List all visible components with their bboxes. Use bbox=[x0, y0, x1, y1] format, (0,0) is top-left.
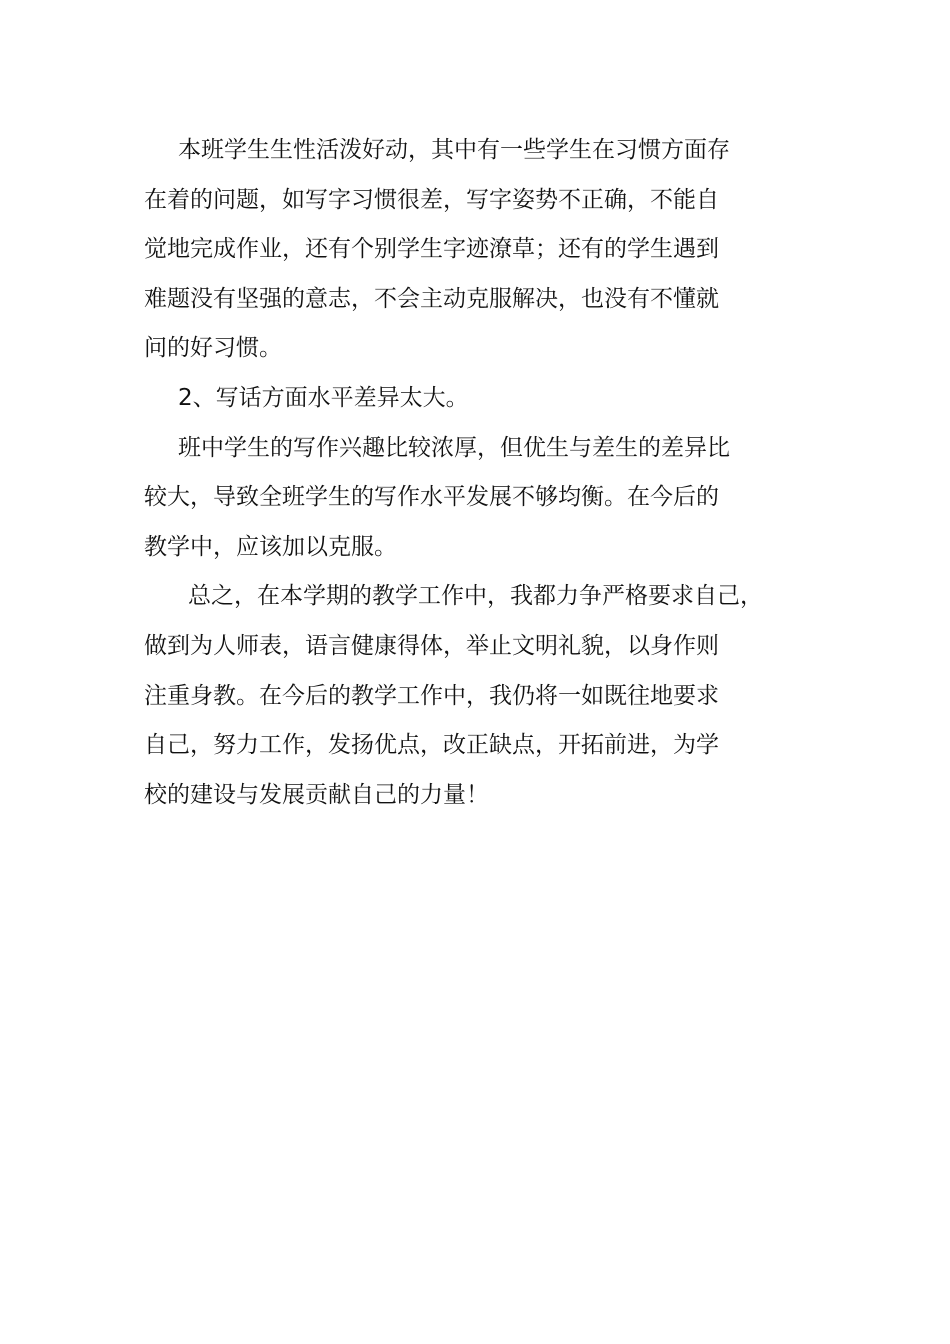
text-line: 自己，努力工作，发扬优点，改正缺点，开拓前进，为学 bbox=[144, 732, 719, 759]
text-line: 本班学生生性活泼好动，其中有一些学生在习惯方面存 bbox=[178, 137, 730, 163]
document-body bbox=[144, 126, 844, 820]
text-line: 教学中，应该加以克服。 bbox=[144, 533, 397, 560]
text-line: 在着的问题，如写字习惯很差，写字姿势不正确，不能自 bbox=[144, 186, 719, 213]
paragraph-heading-writing bbox=[144, 374, 844, 424]
text-line: 总之，在本学期的教学工作中，我都力争严格要求自己， bbox=[188, 583, 763, 610]
text-line: 问的好习惯。 bbox=[144, 335, 282, 362]
section-heading: 2、写话方面水平差异太大。 bbox=[178, 384, 469, 411]
text-line: 做到为人师表，语言健康得体，举止文明礼貌，以身作则 bbox=[144, 632, 719, 659]
text-line: 觉地完成作业，还有个别学生字迹潦草；还有的学生遇到 bbox=[144, 236, 719, 263]
text-line: 注重身教。在今后的教学工作中，我仍将一如既往地要求 bbox=[144, 682, 719, 709]
paragraph-habits bbox=[144, 126, 844, 374]
paragraph-summary bbox=[144, 572, 844, 820]
text-line: 校的建设与发展贡献自己的力量！ bbox=[144, 781, 489, 808]
text-line: 较大，导致全班学生的写作水平发展不够均衡。在今后的 bbox=[144, 484, 719, 511]
text-line: 班中学生的写作兴趣比较浓厚，但优生与差生的差异比 bbox=[178, 434, 730, 461]
text-line: 难题没有坚强的意志，不会主动克服解决，也没有不懂就 bbox=[144, 285, 719, 312]
paragraph-writing bbox=[144, 424, 844, 573]
